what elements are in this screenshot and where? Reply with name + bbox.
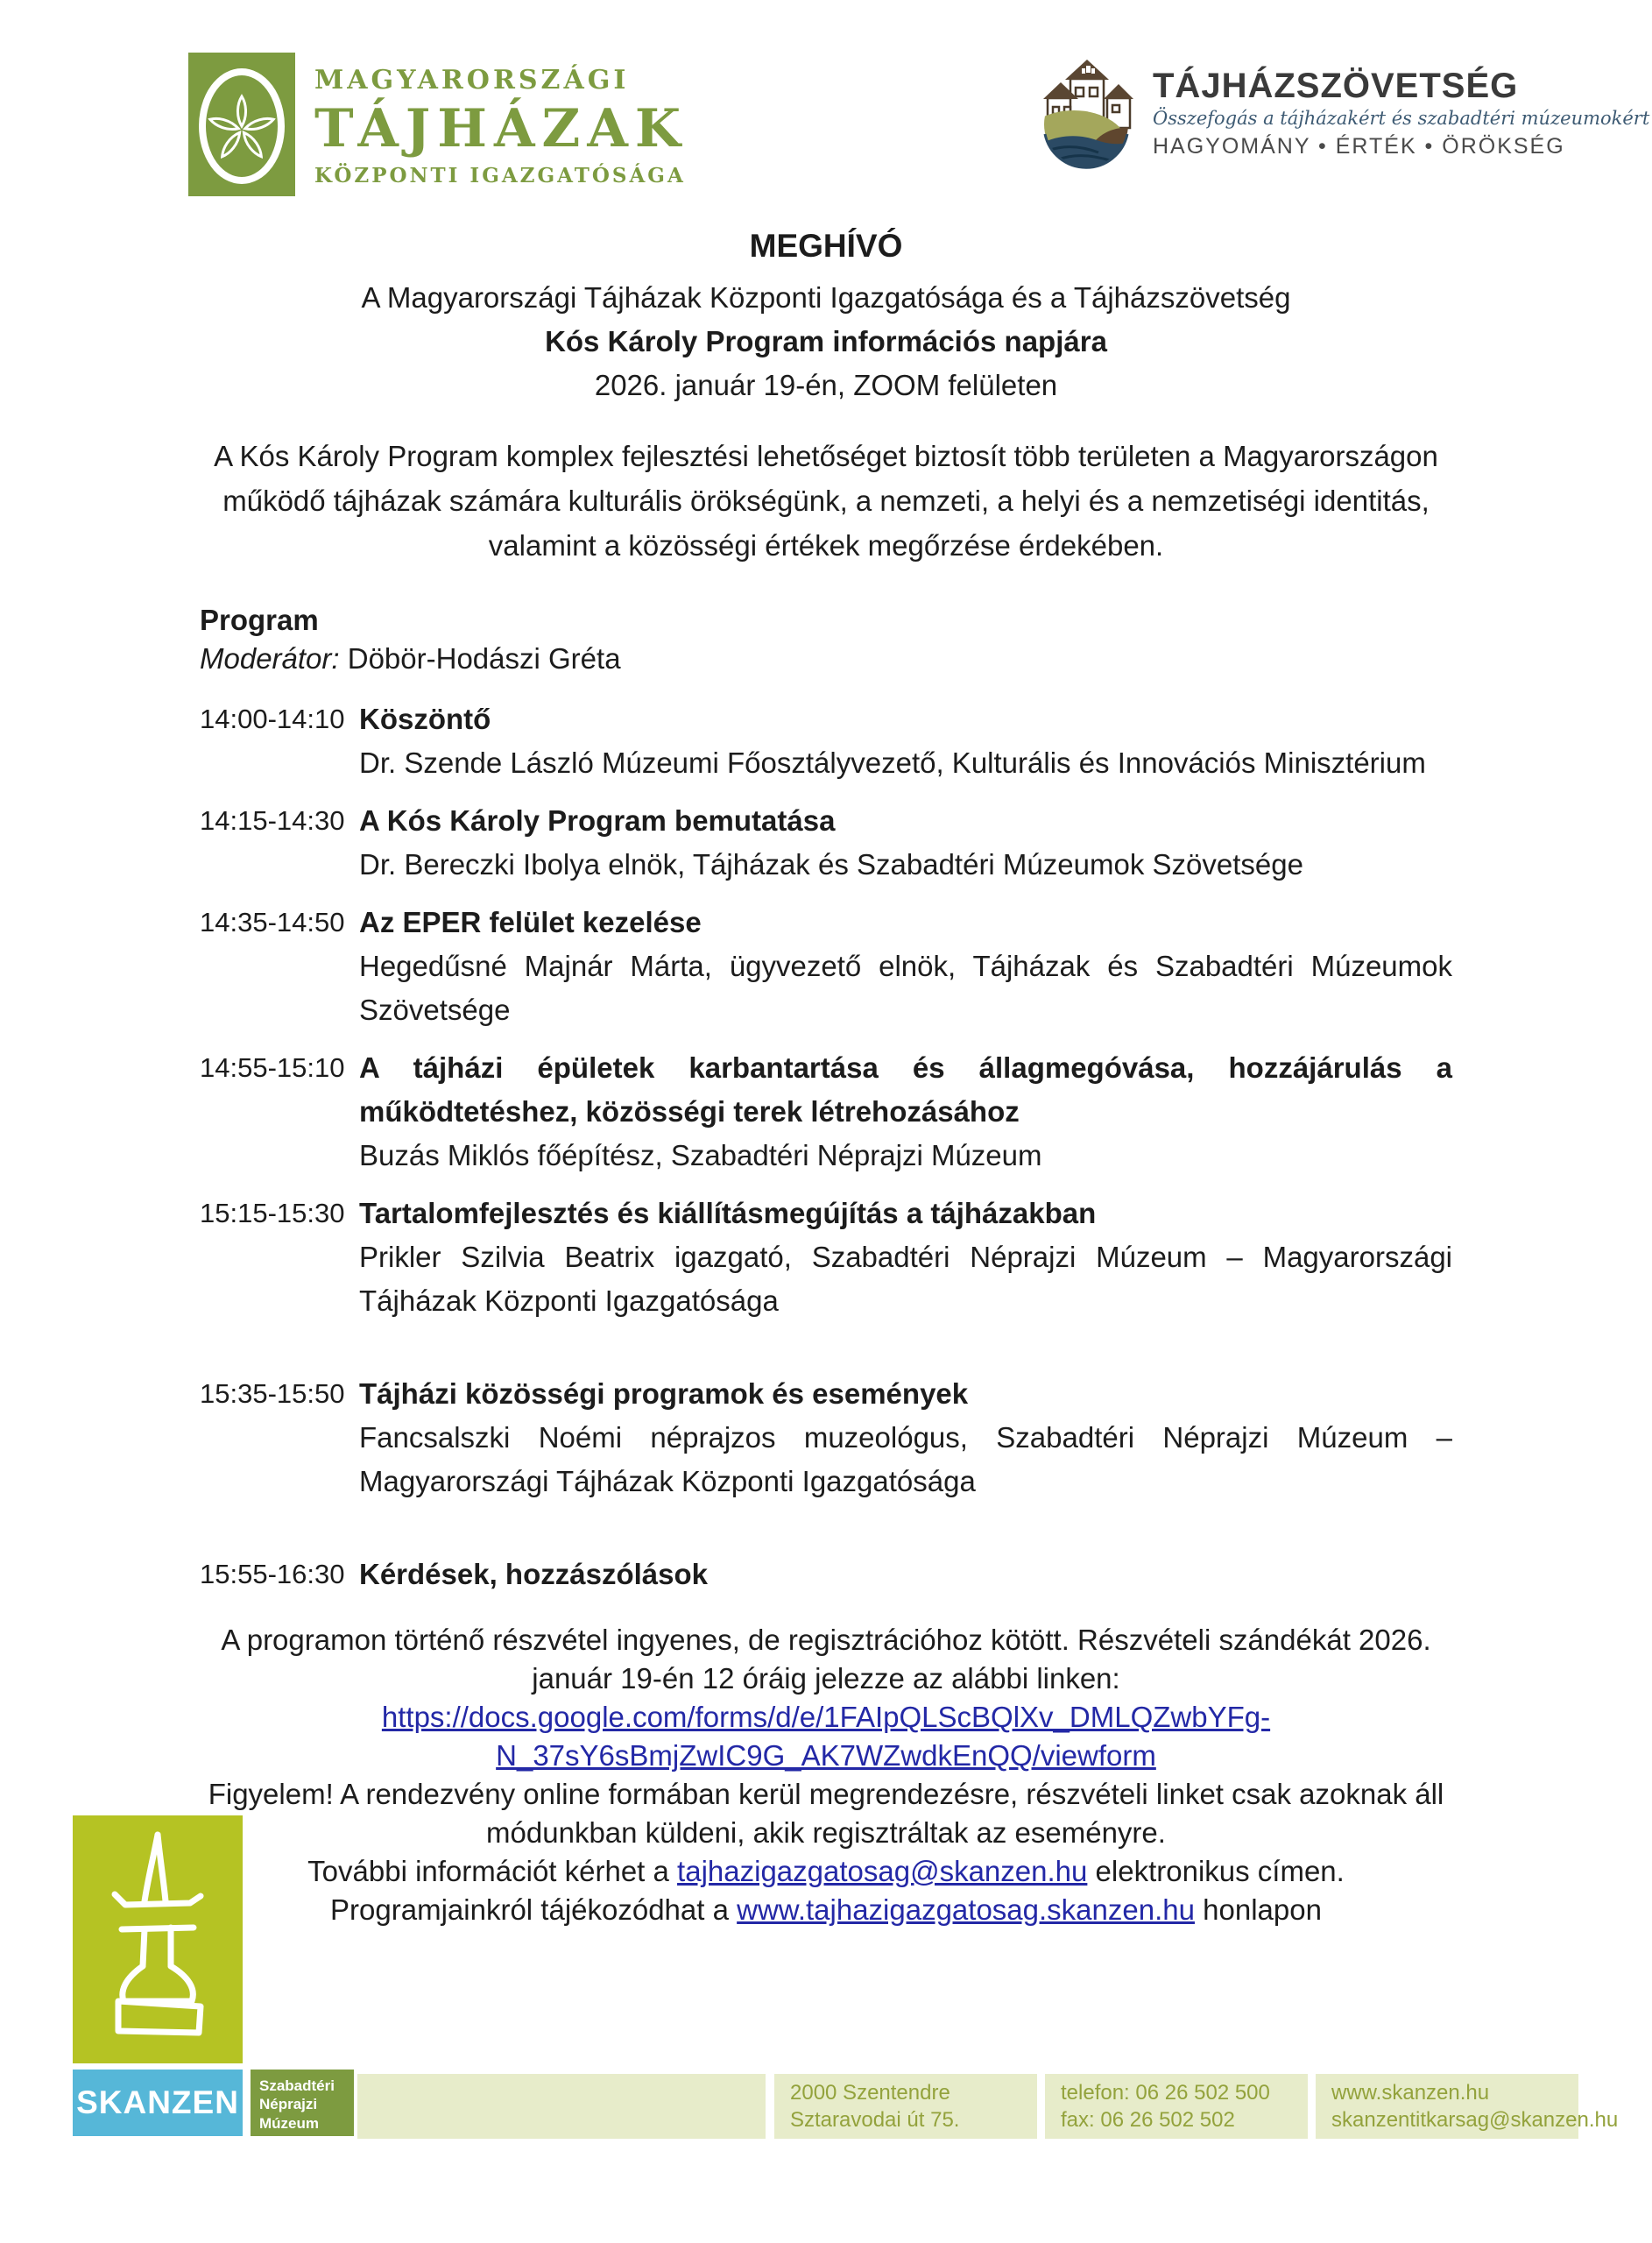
- footer-address: [774, 2074, 1037, 2139]
- flower-square-icon: [188, 53, 295, 201]
- tajhazszovetseg-logo: [1032, 49, 1649, 176]
- moderator-name: Döbör-Hodászi Gréta: [347, 642, 621, 675]
- title-event-name: Kós Károly Program információs napjára: [545, 325, 1107, 357]
- skanzen-spire-icon: [73, 1815, 243, 2063]
- address-line1: 2000 Szentendre: [790, 2081, 950, 2105]
- fax-line: fax: 06 26 502 502: [1061, 2108, 1235, 2132]
- footer-band-spacer: [357, 2074, 766, 2139]
- session-title: A tájházi épületek karbantartása és állagmegóvása, hozzájárulás a működtetéshez, közösségi terek létrehozásához: [359, 1051, 1452, 1128]
- session-title: Az EPER felület kezelése: [359, 906, 702, 938]
- online-notice: Figyelem! A rendezvény online formában kerül megrendezésre, részvételi linket csak azoknak áll módunkban küldeni, akik regisztráltak az eseményre.: [208, 1778, 1444, 1849]
- contact-email-link[interactable]: tajhazigazgatosag@skanzen.hu: [677, 1855, 1088, 1887]
- speaker-line: Prikler Szilvia Beatrix igazgató, Szabadtéri Néprajzi Múzeum – Magyarországi Tájházak Központi Igazgatósága: [359, 1241, 1452, 1317]
- intro-paragraph: A Kós Károly Program komplex fejlesztési lehetőséget biztosít több területen a Magyarországon működő tájházak számára kulturális örökségünk, a nemzeti, a helyi és a nemzetiségi identitás, valamint a közösségi értékek megőrzése érdekében.: [214, 440, 1438, 562]
- session-title: Köszöntő: [359, 703, 491, 735]
- szovetseg-name: TÁJHÁZSZÖVETSÉG: [1153, 67, 1519, 105]
- footer-phone: [1045, 2074, 1308, 2139]
- program-item: [200, 799, 1452, 887]
- program-item: [200, 1553, 1452, 1596]
- time-label: 15:15-15:30: [200, 1198, 345, 1228]
- title-organizers: A Magyarországi Tájházak Központi Igazgatósága és a Tájházszövetség: [361, 281, 1291, 314]
- contact-suffix: elektronikus címen.: [1087, 1855, 1345, 1887]
- speaker-line: Fancsalszki Noémi néprajzos muzeológus, Szabadtéri Néprajzi Múzeum – Magyarországi Tájházak Központi Igazgatósága: [359, 1421, 1452, 1497]
- registration-url-line1: https://docs.google.com/forms/d/e/1FAIpQLScBQlXv_DMLQZwbYFg-: [381, 1701, 1271, 1733]
- mtki-logo-line1: MAGYARORSZÁGI: [314, 65, 630, 96]
- program-schedule: [200, 697, 1452, 1596]
- speaker-line: Hegedűsné Majnár Márta, ügyvezető elnök, Tájházak és Szabadtéri Múzeumok Szövetsége: [359, 950, 1452, 1026]
- program-item: [200, 901, 1452, 1032]
- szovetseg-tagline: HAGYOMÁNY • ÉRTÉK • ÖRÖKSÉG: [1153, 134, 1565, 159]
- footer-web: [1316, 2074, 1619, 2139]
- website-prefix: Programjainkról tájékozódhat a: [330, 1893, 738, 1926]
- program-heading: Program: [200, 604, 319, 636]
- time-label: 14:35-14:50: [200, 907, 345, 938]
- session-title: Tartalomfejlesztés és kiállításmegújítás a tájházakban: [359, 1197, 1097, 1229]
- time-label: 14:00-14:10: [200, 704, 345, 734]
- time-label: 15:55-16:30: [200, 1559, 345, 1589]
- website-line: [200, 1891, 1452, 1929]
- session-title: Kérdések, hozzászólások: [359, 1558, 708, 1590]
- time-label: 14:55-15:10: [200, 1052, 345, 1083]
- speaker-line: Buzás Miklós főépítész, Szabadtéri Néprajzi Múzeum: [359, 1139, 1042, 1171]
- website-suffix: honlapon: [1194, 1893, 1322, 1926]
- program-item: [200, 1372, 1452, 1504]
- registration-url-line2: N_37sY6sBmjZwIC9G_AK7WZwdkEnQQ/viewform: [496, 1739, 1156, 1772]
- moderator-line: [200, 640, 1452, 678]
- mtki-logo-line3: KÖZPONTI IGAZGATÓSÁGA: [314, 164, 686, 188]
- registration-info: A programon történő részvétel ingyenes, de regisztrációhoz kötött. Részvételi szándékát 2026. január 19-én 12 óráig jelezze az alábbi linken:: [221, 1624, 1431, 1695]
- szovetseg-motto: Összefogás a tájházakért és szabadtéri múzeumokért: [1153, 108, 1650, 129]
- contact-line: [200, 1852, 1452, 1891]
- speaker-line: Dr. Bereczki Ibolya elnök, Tájházak és Szabadtéri Múzeumok Szövetsége: [359, 848, 1303, 881]
- speaker-line: Dr. Szende László Múzeumi Főosztályvezető, Kulturális és Innovációs Minisztérium: [359, 746, 1426, 779]
- footer-email: skanzentitkarsag@skanzen.hu: [1331, 2108, 1619, 2132]
- time-label: 15:35-15:50: [200, 1378, 345, 1409]
- session-title: A Kós Károly Program bemutatása: [359, 804, 836, 837]
- program-item: [200, 697, 1452, 785]
- address-line2: Sztaravodai út 75.: [790, 2108, 960, 2132]
- houses-hill-icon: [1032, 49, 1140, 176]
- footer-website: www.skanzen.hu: [1331, 2081, 1490, 2105]
- program-item: [200, 1192, 1452, 1323]
- document-title: MEGHÍVÓ: [749, 228, 903, 264]
- contact-prefix: További információt kérhet a: [307, 1855, 678, 1887]
- time-label: 14:15-14:30: [200, 805, 345, 836]
- session-title: Tájházi közösségi programok és események: [359, 1377, 969, 1410]
- mtki-logo: [188, 53, 688, 201]
- phone-line: telefon: 06 26 502 500: [1061, 2081, 1270, 2105]
- moderator-label: Moderátor:: [200, 642, 340, 675]
- museum-label: Szabadtéri Néprajzi Múzeum: [251, 2070, 354, 2136]
- website-link[interactable]: www.tajhazigazgatosag.skanzen.hu: [737, 1893, 1195, 1926]
- skanzen-wordmark: SKANZEN: [73, 2070, 243, 2136]
- registration-block: [200, 1621, 1452, 1929]
- registration-form-link[interactable]: [200, 1698, 1452, 1775]
- mtki-logo-line2: TÁJHÁZAK: [314, 98, 688, 159]
- title-date-platform: 2026. január 19-én, ZOOM felületen: [594, 369, 1058, 401]
- program-item: [200, 1046, 1452, 1178]
